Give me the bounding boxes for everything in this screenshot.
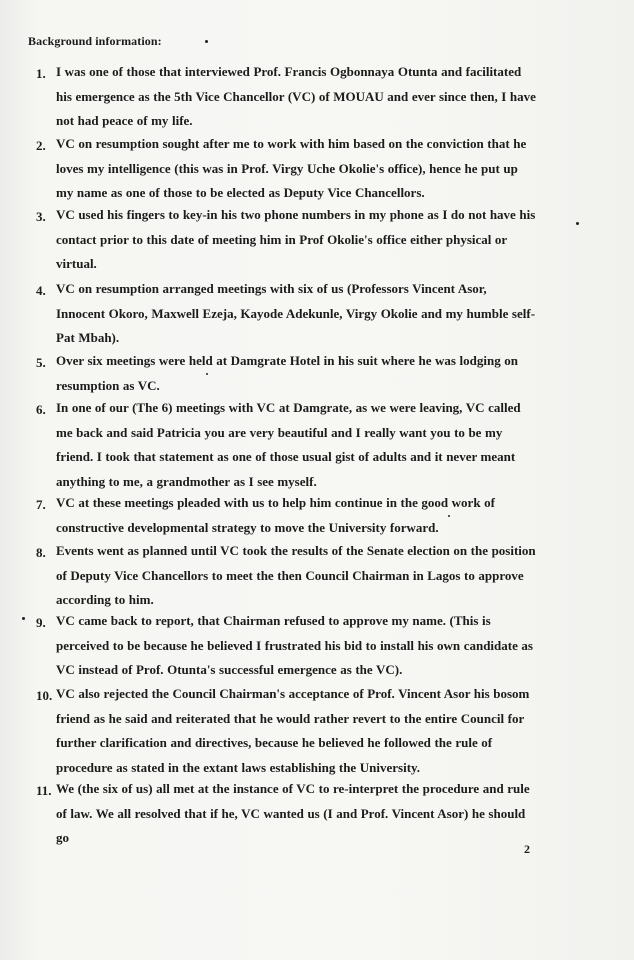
item-number: 4. [36, 283, 46, 298]
item-text: I was one of those that interviewed Prof. Francis Ogbonnaya Otunta and facilitated his emergence as the 5th Vice Chancellor (VC) of MOUAU and ever since then, I have not had peace of my life. [56, 64, 536, 128]
item-number: 6. [36, 402, 46, 417]
item-text: Over six meetings were held at Damgrate Hotel in his suit where he was lodging on resumption as VC. [56, 353, 519, 393]
scan-speck [448, 515, 450, 517]
item-text: Events went as planned until VC took the results of the Senate election on the position of Deputy Vice Chancellors to meet the then Council Chairman in Lagos to approve according to him. [56, 543, 536, 607]
section-heading: Background information: [28, 34, 162, 48]
item-text: In one of our (The 6) meetings with VC at Damgrate, as we were leaving, VC called me back and said Patricia you are very beautiful and I really want you to be my friend. I took that statement as one of those usual gist of adults and it never meant anything to me, a grandmother as I see myself. [56, 400, 521, 489]
scan-speck [206, 373, 208, 375]
item-text: VC on resumption sought after me to work with him based on the conviction that he loves my intelligence (this was in Prof. Virgy Uche Okolie's office), hence he put up my name as one of those to be elected as Deputy Vice Chancellors. [56, 136, 527, 200]
item-number: 1. [36, 66, 46, 81]
scan-speck [22, 617, 25, 620]
item-number: 2. [36, 138, 46, 153]
item-number: 11. [36, 783, 52, 798]
page-number: 2 [524, 842, 530, 856]
item-number: 10. [36, 688, 53, 703]
item-text: VC used his fingers to key-in his two phone numbers in my phone as I do not have his contact prior to this date of meeting him in Prof Okolie's office either physical or virtual. [56, 207, 536, 271]
item-number: 3. [36, 209, 46, 224]
item-number: 8. [36, 545, 46, 560]
scan-speck [576, 222, 579, 225]
scan-speck [205, 40, 208, 43]
item-text: VC also rejected the Council Chairman's acceptance of Prof. Vincent Asor his bosom friend as he said and reiterated that he would rather revert to the entire Council for further clarification and directives, because he believed he followed the rule of procedure as stated in the extant laws establishing the University. [56, 686, 530, 775]
item-number: 5. [36, 355, 46, 370]
item-text: VC came back to report, that Chairman refused to approve my name. (This is perceived to be because he believed I frustrated his bid to install his own candidate as VC instead of Prof. Otunta's successful emergence as the VC). [56, 613, 533, 677]
item-text: VC on resumption arranged meetings with six of us (Professors Vincent Asor, Innocent Okoro, Maxwell Ezeja, Kayode Adekunle, Virgy Okolie and my humble self-Pat Mbah). [56, 281, 536, 345]
item-number: 7. [36, 497, 46, 512]
item-text: VC at these meetings pleaded with us to help him continue in the good work of constructive developmental strategy to move the University forward. [56, 495, 495, 535]
item-number: 9. [36, 615, 46, 630]
item-text: We (the six of us) all met at the instance of VC to re-interpret the procedure and rule of law. We all resolved that if he, VC wanted us (I and Prof. Vincent Asor) he should go [56, 781, 530, 845]
